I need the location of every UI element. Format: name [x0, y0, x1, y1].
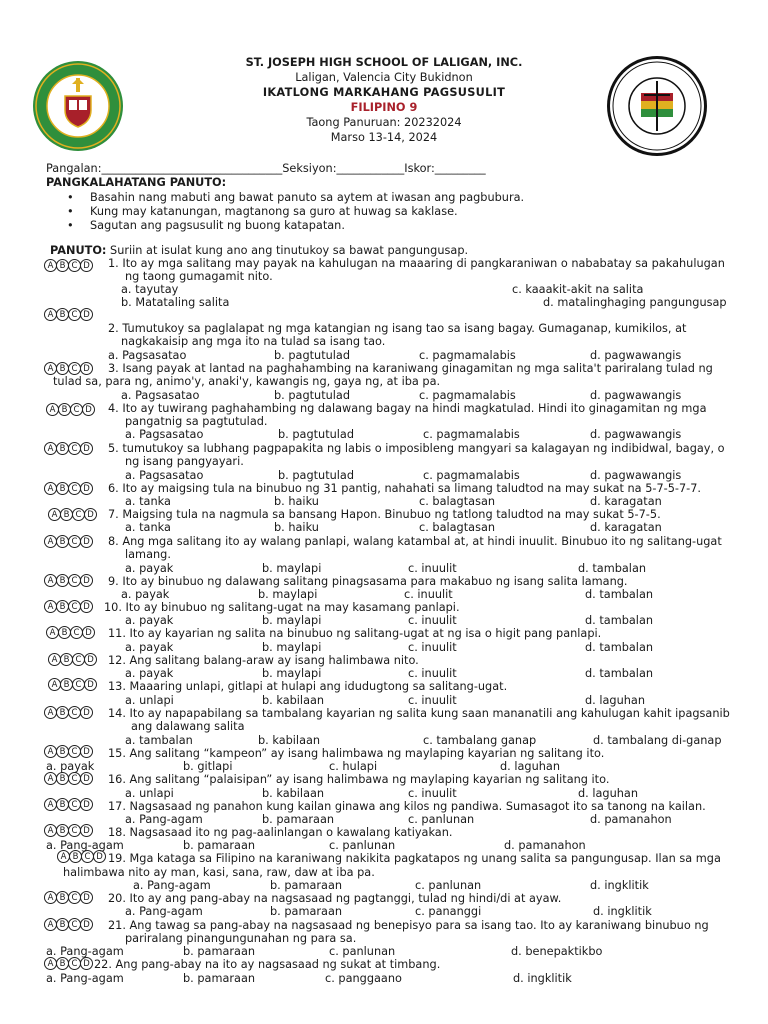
choice[interactable]: a. Pang-agam	[125, 813, 203, 826]
choice[interactable]: b. pamaraan	[183, 945, 256, 958]
bubble-a[interactable]: A	[44, 308, 57, 321]
choice[interactable]: b. pamaraan	[183, 839, 256, 852]
choice[interactable]: a. tanka	[125, 495, 171, 508]
question-text: tulad sa, para ng, animo'y, anaki'y, kawangis ng, gaya ng, at iba pa.	[53, 375, 441, 388]
question-text: ng isang pangyayari.	[125, 455, 244, 468]
bubble-c[interactable]: C	[68, 957, 81, 970]
student-info-line[interactable]: Pangalan:________________________________Seksiyon:____________Iskor:_________	[46, 162, 486, 175]
bubble-a[interactable]: A	[48, 653, 61, 666]
choice[interactable]: d. karagatan	[590, 495, 662, 508]
choice[interactable]: b. gitlapi	[183, 760, 233, 773]
question-text: 22. Ang pang-abay na ito ay nagsasaad ng sukat at timbang.	[94, 958, 441, 971]
bubble-d[interactable]: D	[84, 653, 97, 666]
bubble-c[interactable]: C	[68, 259, 81, 272]
bubble-a[interactable]: A	[46, 403, 59, 416]
choice[interactable]: d. tambalan	[585, 614, 654, 627]
choice[interactable]: c. panlunan	[415, 879, 482, 892]
choice[interactable]: d. pagwawangis	[590, 349, 682, 362]
bubble-d[interactable]: D	[84, 508, 97, 521]
bubble-b[interactable]: B	[56, 957, 69, 970]
bubble-c[interactable]: C	[68, 574, 81, 587]
choice[interactable]: b. pagtutulad	[274, 389, 351, 402]
answer-bubbles-q9[interactable]	[44, 574, 92, 587]
bubble-c[interactable]: C	[68, 482, 81, 495]
question-text: 14. Ito ay napapabilang sa tambalang kayarian ng salita kung saan mananatili ang kahulugan kahit ipagsanib	[108, 707, 730, 720]
choice[interactable]: c. panlunan	[329, 945, 396, 958]
bubble-c[interactable]: C	[70, 403, 83, 416]
question-text: 5. tumutukoy sa lubhang pagpapakita ng labis o imposibleng mangyari sa kalagayan ng indibidwal, bagay, o	[108, 442, 725, 455]
bubble-a[interactable]: A	[44, 745, 57, 758]
choice[interactable]: b. pagtutulad	[274, 349, 351, 362]
choice[interactable]: c. panlunan	[329, 839, 396, 852]
bubble-d[interactable]: D	[80, 482, 93, 495]
bubble-b[interactable]: B	[56, 308, 69, 321]
bubble-d[interactable]: D	[80, 535, 93, 548]
bubble-a[interactable]: A	[44, 918, 57, 931]
bubble-d[interactable]: D	[93, 850, 106, 863]
bubble-c[interactable]: C	[72, 678, 85, 691]
subject-title: FILIPINO 9	[350, 101, 418, 114]
general-instructions-title: PANGKALAHATANG PANUTO:	[46, 176, 227, 189]
bubble-d[interactable]: D	[80, 745, 93, 758]
choice[interactable]: b. kabilaan	[262, 694, 325, 707]
choice[interactable]: c. hulapi	[329, 760, 378, 773]
bubble-d[interactable]: D	[80, 362, 93, 375]
choice[interactable]: c. balagtasan	[419, 521, 496, 534]
bubble-a[interactable]: A	[44, 482, 57, 495]
answer-bubbles-q16[interactable]	[44, 772, 92, 785]
question-text: 17. Nagsasaad ng panahon kung kailan ginawa ang kilos ng pandiwa. Sumasagot ito sa tanong na kailan.	[108, 800, 706, 813]
choice[interactable]: a. payak	[125, 641, 174, 654]
bubble-a[interactable]: A	[44, 706, 57, 719]
question-text: pariralang pinangungunahan ng para sa.	[125, 932, 357, 945]
question-text: 19. Mga kataga sa Filipino na karaniwang nakikita pagkatapos ng unang salita sa pangungusap. Ilan sa mga	[108, 852, 721, 865]
bubble-a[interactable]: A	[44, 600, 57, 613]
question-text: 16. Ang salitang “palaisipan” ay isang halimbawa ng maylaping kayarian ng salitang ito.	[108, 773, 610, 786]
answer-bubbles-q20[interactable]	[44, 891, 92, 904]
bubble-d[interactable]: D	[80, 442, 93, 455]
choice[interactable]: d. laguhan	[500, 760, 560, 773]
bubble-b[interactable]: B	[56, 798, 69, 811]
bubble-d[interactable]: D	[80, 574, 93, 587]
choice[interactable]: a. payak	[121, 588, 170, 601]
choice[interactable]: a. payak	[125, 667, 174, 680]
bubble-b[interactable]: B	[56, 442, 69, 455]
question-text: lamang.	[125, 548, 171, 561]
choice[interactable]: d. pamanahon	[504, 839, 586, 852]
bubble-c[interactable]: C	[68, 824, 81, 837]
bubble-a[interactable]: A	[44, 259, 57, 272]
bubble-c[interactable]: C	[68, 362, 81, 375]
choice[interactable]: c. tambalang ganap	[423, 734, 537, 747]
choice[interactable]: b. kabilaan	[258, 734, 321, 747]
answer-bubbles-q10[interactable]	[44, 600, 92, 613]
bubble-d[interactable]: D	[84, 678, 97, 691]
question-text: 2. Tumutukoy sa paglalapat ng mga katangian ng isang tao sa isang bagay. Gumaganap, kumikilos, at	[108, 322, 687, 335]
choice[interactable]: b. pamaraan	[183, 972, 256, 985]
bubble-d[interactable]: D	[80, 798, 93, 811]
question-text: 9. Ito ay binubuo ng dalawang salitang pinagsasama para makabuo ng isang salita lamang.	[108, 575, 628, 588]
choice[interactable]: c. pagmamalabis	[419, 349, 516, 362]
bubble-d[interactable]: D	[80, 918, 93, 931]
bubble-b[interactable]: B	[56, 259, 69, 272]
choice[interactable]: c. inuulit	[408, 667, 457, 680]
bubble-b[interactable]: B	[56, 918, 69, 931]
bubble-b[interactable]: B	[56, 891, 69, 904]
panuto-label: PANUTO:	[50, 244, 107, 257]
choice[interactable]: b. Matataling salita	[121, 296, 230, 309]
bubble-b[interactable]: B	[56, 482, 69, 495]
answer-bubbles-q18[interactable]	[44, 824, 92, 837]
general-instruction-1: Basahin nang mabuti ang bawat panuto sa aytem at iwasan ang pagbubura.	[90, 191, 525, 204]
bubble-a[interactable]: A	[44, 891, 57, 904]
answer-bubbles-q13[interactable]	[48, 678, 96, 691]
question-text: 21. Ang tawag sa pang-abay na nagsasaad ng benepisyo para sa isang tao. Ito ay karaniwang binubuo ng	[108, 919, 709, 932]
choice[interactable]: a. tambalan	[125, 734, 193, 747]
bubble-b[interactable]: B	[58, 626, 71, 639]
bubble-b[interactable]: B	[58, 403, 71, 416]
answer-bubbles-q21[interactable]	[44, 918, 92, 931]
choice[interactable]: d. laguhan	[578, 787, 638, 800]
bubble-d[interactable]: D	[80, 706, 93, 719]
choice[interactable]: b. maylapi	[258, 588, 318, 601]
choice[interactable]: d. ingklitik	[590, 879, 649, 892]
bubble-a[interactable]: A	[48, 508, 61, 521]
choice[interactable]: b. haiku	[274, 495, 319, 508]
bubble-b[interactable]: B	[60, 678, 73, 691]
choice[interactable]: c. inuulit	[408, 694, 457, 707]
question-text: 12. Ang salitang balang-araw ay isang halimbawa nito.	[108, 654, 419, 667]
bubble-b[interactable]: B	[60, 508, 73, 521]
choice[interactable]: c. kaaakit-akit na salita	[512, 283, 644, 296]
choice[interactable]: b. kabilaan	[262, 787, 325, 800]
bubble-c[interactable]: C	[72, 508, 85, 521]
choice[interactable]: b. maylapi	[262, 641, 322, 654]
school-address: Laligan, Valencia City Bukidnon	[295, 71, 473, 84]
bubble-d[interactable]: D	[80, 824, 93, 837]
bubble-a[interactable]: A	[44, 574, 57, 587]
bubble-b[interactable]: B	[56, 535, 69, 548]
choice[interactable]: d. pagwawangis	[590, 469, 682, 482]
choice[interactable]: c. inuulit	[408, 562, 457, 575]
question-text: nagkakaisip ang mga ito na tulad sa isang tao.	[121, 335, 386, 348]
question-text: 18. Nagsasaad ito ng pag-aalinlangan o kawalang katiyakan.	[108, 826, 453, 839]
question-text: halimbawa nito ay man, kasi, sana, raw, daw at iba pa.	[63, 866, 375, 879]
bubble-b[interactable]: B	[56, 706, 69, 719]
choice[interactable]: d. tambalang di-ganap	[593, 734, 722, 747]
choice[interactable]: b. pamaraan	[262, 813, 335, 826]
choice[interactable]: c. inuulit	[408, 787, 457, 800]
choice[interactable]: d. tambalan	[585, 588, 654, 601]
bubble-d[interactable]: D	[80, 957, 93, 970]
bubble-b[interactable]: B	[56, 745, 69, 758]
choice[interactable]: d. ingklitik	[513, 972, 572, 985]
bubble-c[interactable]: C	[68, 918, 81, 931]
choice[interactable]: c. inuulit	[404, 588, 453, 601]
answer-bubbles-q11[interactable]	[46, 626, 94, 639]
choice[interactable]: a. tanka	[125, 521, 171, 534]
bubble-c[interactable]: C	[81, 850, 94, 863]
bubble-d[interactable]: D	[80, 600, 93, 613]
choice[interactable]: a. Pang-agam	[46, 945, 124, 958]
question-text: 7. Maigsing tula na nagmula sa bansang Hapon. Binubuo ng tatlong taludtod na may sukat 5-7-5.	[108, 508, 661, 521]
bubble-c[interactable]: C	[70, 626, 83, 639]
choice[interactable]: b. pamaraan	[270, 879, 343, 892]
choice[interactable]: b. pamaraan	[270, 905, 343, 918]
choice[interactable]: d. matalinghaging pangungusap	[543, 296, 727, 309]
choice[interactable]: a. payak	[125, 562, 174, 575]
choice[interactable]: a. Pang-agam	[46, 839, 124, 852]
answer-bubbles-q17[interactable]	[44, 798, 92, 811]
choice[interactable]: d. karagatan	[590, 521, 662, 534]
question-text: 11. Ito ay kayarian ng salita na binubuo ng salitang-ugat at ng isa o higit pang panlapi.	[108, 627, 602, 640]
choice[interactable]: a. Pagsasatao	[125, 428, 204, 441]
bubble-c[interactable]: C	[68, 308, 81, 321]
bubble-d[interactable]: D	[80, 891, 93, 904]
choice[interactable]: a. Pagsasatao	[125, 469, 204, 482]
question-text: 20. Ito ay ang pang-abay na nagsasaad ng pagtanggi, tulad ng hindi/di at ayaw.	[108, 892, 562, 905]
question-text: 1. Ito ay mga salitang may payak na kahulugan na maaaring di pangkaraniwan o nababatay sa pakahulugan	[108, 257, 725, 270]
choice[interactable]: c. pagmamalabis	[423, 469, 520, 482]
choice[interactable]: b. pagtutulad	[278, 469, 355, 482]
question-text: 4. Ito ay tuwirang paghahambing ng dalawang bagay na hindi magkatulad. Hindi ito ginagamitan ng mga	[108, 402, 707, 415]
choice[interactable]: c. pagmamalabis	[419, 389, 516, 402]
question-text: pangatnig sa pagtutulad.	[125, 415, 268, 428]
bubble-a[interactable]: A	[44, 824, 57, 837]
choice[interactable]: a. payak	[46, 760, 95, 773]
bubble-a[interactable]: A	[46, 626, 59, 639]
choice[interactable]: a. unlapi	[125, 694, 174, 707]
choice[interactable]: b. haiku	[274, 521, 319, 534]
bubble-d[interactable]: D	[80, 772, 93, 785]
bubble-c[interactable]: C	[68, 442, 81, 455]
bubble-a[interactable]: A	[44, 362, 57, 375]
question-text: ang dalawang salita	[131, 720, 245, 733]
bubble-d[interactable]: D	[80, 259, 93, 272]
answer-bubbles-q8[interactable]	[44, 535, 92, 548]
answer-bubbles-q15[interactable]	[44, 745, 92, 758]
bubble-d[interactable]: D	[82, 626, 95, 639]
choice[interactable]: d. pagwawangis	[590, 389, 682, 402]
bubble-b[interactable]: B	[69, 850, 82, 863]
bubble-d[interactable]: D	[82, 403, 95, 416]
answer-bubbles-q3[interactable]	[44, 362, 92, 375]
question-text: 15. Ang salitang “kampeon” ay isang halimbawa ng maylaping kayarian ng salitang ito.	[108, 747, 605, 760]
question-text: 6. Ito ay maigsing tula na binubuo ng 31 pantig, nahahati sa limang taludtod na may sukat na 5-7-5-7-7.	[108, 482, 702, 495]
answer-bubbles-q6[interactable]	[44, 482, 92, 495]
choice[interactable]: c. balagtasan	[419, 495, 496, 508]
bubble-a[interactable]: A	[57, 850, 70, 863]
choice[interactable]: d. tambalan	[585, 667, 654, 680]
bubble-c[interactable]: C	[68, 798, 81, 811]
choice[interactable]: d. tambalan	[578, 562, 647, 575]
school-year: Taong Panuruan: 20232024	[306, 116, 462, 129]
choice[interactable]: d. pagwawangis	[590, 428, 682, 441]
bubble-a[interactable]: A	[44, 798, 57, 811]
answer-bubbles-q12[interactable]	[48, 653, 96, 666]
choice[interactable]: d. ingklitik	[593, 905, 652, 918]
bullet-icon: •	[67, 219, 74, 232]
bubble-c[interactable]: C	[68, 745, 81, 758]
bubble-b[interactable]: B	[56, 600, 69, 613]
choice[interactable]: c. panlunan	[408, 813, 475, 826]
choice[interactable]: a. unlapi	[125, 787, 174, 800]
bubble-c[interactable]: C	[68, 891, 81, 904]
question-text: 3. Isang payak at lantad na paghahambing na karaniwang ginagamitan ng mga salita't pariralang tulad ng	[108, 362, 713, 375]
answer-bubbles-q1[interactable]	[44, 259, 92, 272]
bubble-b[interactable]: B	[56, 574, 69, 587]
answer-bubbles-q5[interactable]	[44, 442, 92, 455]
answer-bubbles-q7[interactable]	[48, 508, 96, 521]
choice[interactable]: b. maylapi	[262, 562, 322, 575]
school-name: ST. JOSEPH HIGH SCHOOL OF LALIGAN, INC.	[245, 56, 523, 69]
bubble-c[interactable]: C	[68, 772, 81, 785]
choice[interactable]: b. maylapi	[262, 667, 322, 680]
bubble-c[interactable]: C	[68, 535, 81, 548]
choice[interactable]: b. maylapi	[262, 614, 322, 627]
bubble-a[interactable]: A	[44, 957, 57, 970]
bubble-c[interactable]: C	[68, 706, 81, 719]
choice[interactable]: d. laguhan	[585, 694, 645, 707]
exam-title: IKATLONG MARKAHANG PAGSUSULIT	[262, 86, 506, 99]
choice[interactable]: d. benepaktikbo	[511, 945, 603, 958]
general-instruction-3: Sagutan ang pagsusulit ng buong katapatan.	[90, 219, 345, 232]
choice[interactable]: a. Pagsasatao	[121, 389, 200, 402]
bullet-icon: •	[67, 191, 74, 204]
general-instruction-2: Kung may katanungan, magtanong sa guro at huwag sa kaklase.	[90, 205, 458, 218]
bubble-a[interactable]: A	[44, 442, 57, 455]
choice[interactable]: a. Pagsasatao	[108, 349, 187, 362]
answer-bubbles-q22[interactable]	[44, 957, 92, 970]
bubble-c[interactable]: C	[68, 600, 81, 613]
question-text: 8. Ang mga salitang ito ay walang panlapi, walang katambal at, at hindi inuulit. Binubuo ito ng salitang-ugat	[108, 535, 722, 548]
bullet-icon: •	[67, 205, 74, 218]
bubble-b[interactable]: B	[56, 824, 69, 837]
answer-bubbles-q14[interactable]	[44, 706, 92, 719]
choice[interactable]: c. pananggi	[415, 905, 482, 918]
question-text: 13. Maaaring unlapi, gitlapi at hulapi ang idudugtong sa salitang-ugat.	[108, 680, 508, 693]
bubble-b[interactable]: B	[56, 362, 69, 375]
answer-bubbles-q4[interactable]	[46, 403, 94, 416]
bubble-b[interactable]: B	[56, 772, 69, 785]
bubble-a[interactable]: A	[44, 772, 57, 785]
bubble-b[interactable]: B	[60, 653, 73, 666]
answer-bubbles-q2[interactable]	[44, 308, 92, 321]
bubble-d[interactable]: D	[80, 308, 93, 321]
choice[interactable]: a. tayutay	[121, 283, 179, 296]
panuto-text: Suriin at isulat kung ano ang tinutukoy sa bawat pangungusap.	[106, 244, 469, 257]
bubble-c[interactable]: C	[72, 653, 85, 666]
bubble-a[interactable]: A	[44, 535, 57, 548]
choice[interactable]: b. pagtutulad	[278, 428, 355, 441]
choice[interactable]: c. panggaano	[325, 972, 402, 985]
panuto-line	[50, 244, 468, 257]
choice[interactable]: d. tambalan	[585, 641, 654, 654]
choice[interactable]: a. payak	[125, 614, 174, 627]
bubble-a[interactable]: A	[48, 678, 61, 691]
choice[interactable]: a. Pang-agam	[125, 905, 203, 918]
question-text: 10. Ito ay binubuo ng salitang-ugat na may kasamang panlapi.	[104, 601, 460, 614]
choice[interactable]: c. inuulit	[408, 614, 457, 627]
exam-date: Marso 13-14, 2024	[330, 131, 438, 144]
question-text: ng taong gumagamit nito.	[125, 270, 273, 283]
choice[interactable]: d. pamanahon	[590, 813, 672, 826]
choice[interactable]: a. Pang-agam	[46, 972, 124, 985]
choice[interactable]: c. pagmamalabis	[423, 428, 520, 441]
choice[interactable]: c. inuulit	[408, 641, 457, 654]
choice[interactable]: a. Pang-agam	[133, 879, 211, 892]
